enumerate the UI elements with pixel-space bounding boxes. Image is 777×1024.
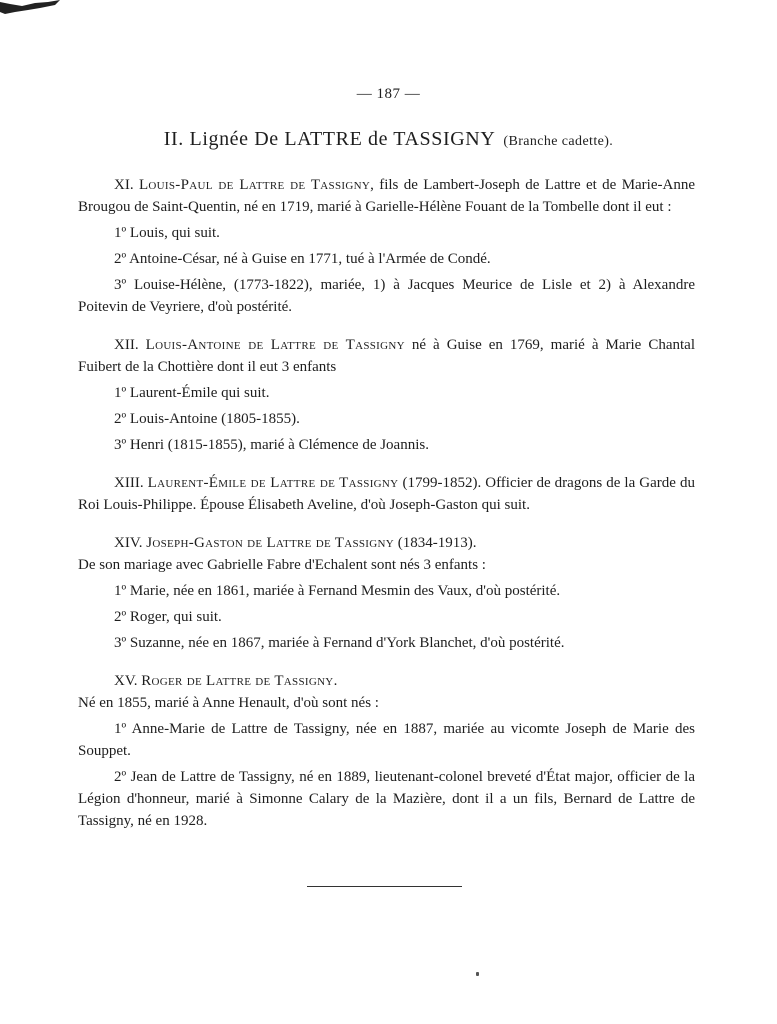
entry-paragraph xyxy=(78,472,695,516)
entry-text: , fils de Lambert-Joseph de Lattre et de Marie-Anne Brougou de Saint-Quentin, né en 1719, marié à Garielle-Hélène Fouant de la Tombelle dont il eut : xyxy=(78,177,695,215)
list-item: 2º Louis-Antoine (1805-1855). xyxy=(114,411,300,427)
entry-text: (1799-1852). Officier de dragons de la Garde du Roi Louis-Philippe. Épouse Élisabeth Aveline, d'où Joseph-Gaston qui suit. xyxy=(78,475,695,513)
entry-paragraph xyxy=(78,670,695,692)
closing-rule xyxy=(307,886,462,887)
list-item: 1º Marie, née en 1861, mariée à Fernand Mesmin des Vaux, d'où postérité. xyxy=(114,583,561,599)
entry-text: né à Guise en 1769, marié à Marie Chantal Fuibert de la Chottière dont il eut 3 enfants xyxy=(78,337,696,375)
entry-xiv xyxy=(78,532,695,654)
section-heading xyxy=(0,128,777,151)
list-item: 3º Henri (1815-1855), marié à Clémence de Joannis. xyxy=(114,437,429,453)
entry-name: Laurent-Émile de Lattre de Tassigny xyxy=(147,475,399,491)
list-item: 3º Suzanne, née en 1867, mariée à Fernand d'York Blanchet, d'où postérité. xyxy=(114,635,565,651)
entry-paragraph xyxy=(78,174,695,218)
entry-numeral: XII. xyxy=(114,337,139,353)
entry-name: Joseph-Gaston de Lattre de Tassigny xyxy=(146,535,394,551)
entry-numeral: XIII. xyxy=(114,475,144,491)
entry-xiii xyxy=(78,472,695,516)
entry-paragraph xyxy=(78,334,695,378)
entry-subline: De son mariage avec Gabrielle Fabre d'Echalent sont nés 3 enfants : xyxy=(78,557,486,573)
entry-numeral: XI. xyxy=(114,177,134,193)
heading-subtitle: (Branche cadette). xyxy=(503,134,614,149)
entry-text: (1834-1913). xyxy=(394,535,477,551)
list-item: 1º Anne-Marie de Lattre de Tassigny, née en 1887, mariée au vicomte Joseph de Marie des Souppet. xyxy=(78,721,695,759)
entry-text: . xyxy=(333,673,338,689)
entry-name: Louis-Antoine de Lattre de Tassigny xyxy=(145,337,405,353)
entry-name: Louis-Paul de Lattre de Tassigny xyxy=(138,177,371,193)
entry-subline: Né en 1855, marié à Anne Henault, d'où sont nés : xyxy=(78,695,379,711)
genealogy-text xyxy=(78,174,695,832)
heading-title: II. Lignée De LATTRE de TASSIGNY xyxy=(163,128,496,150)
list-item: 2º Antoine-César, né à Guise en 1771, tué à l'Armée de Condé. xyxy=(114,251,491,267)
entry-paragraph xyxy=(78,532,695,554)
entry-numeral: XV. xyxy=(114,673,138,689)
list-item: 3º Louise-Hélène, (1773-1822), mariée, 1) à Jacques Meurice de Lisle et 2) à Alexandre Poitevin de Veyriere, d'où postérité. xyxy=(78,277,695,315)
entry-xv xyxy=(78,670,695,832)
list-item: 1º Louis, qui suit. xyxy=(114,225,220,241)
entry-numeral: XIV. xyxy=(114,535,143,551)
page-number: — 187 — xyxy=(356,86,421,102)
list-item: 1º Laurent-Émile qui suit. xyxy=(114,385,270,401)
entry-name: Roger de Lattre de Tassigny xyxy=(141,673,334,689)
scan-speck xyxy=(476,972,479,976)
entry-xii xyxy=(78,334,695,456)
list-item: 2º Jean de Lattre de Tassigny, né en 1889, lieutenant-colonel breveté d'État major, officier de la Légion d'honneur, marié à Simonne Calary de la Mazière, dont il a un fils, Bernard de Lattre de Tassigny, né en 1928. xyxy=(78,769,695,829)
entry-xi xyxy=(78,174,695,318)
scan-smudge xyxy=(0,0,70,16)
list-item: 2º Roger, qui suit. xyxy=(114,609,222,625)
